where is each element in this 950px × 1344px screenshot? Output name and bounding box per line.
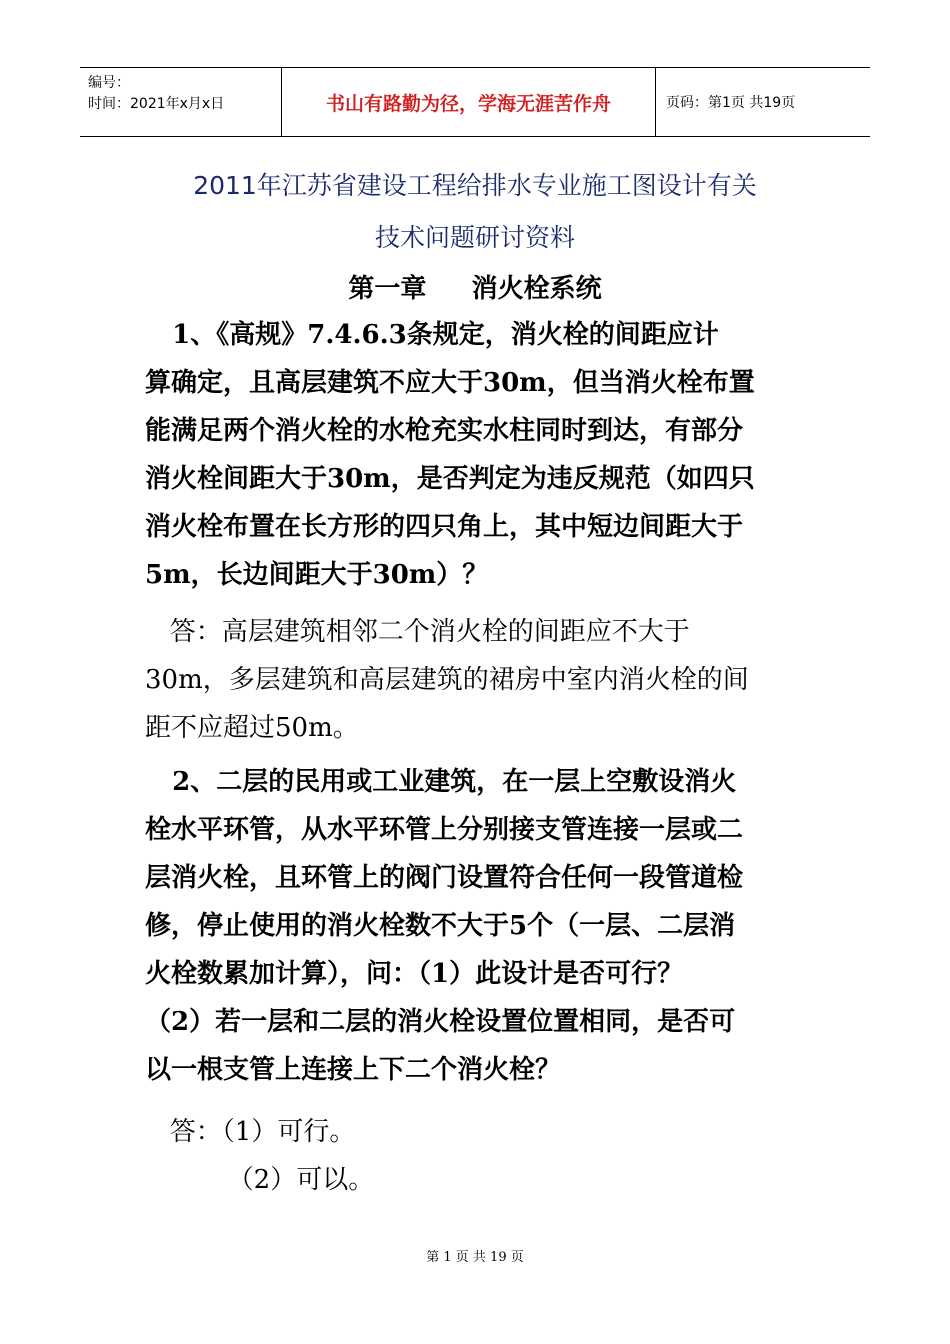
document-time: 时间：2021年x月x日 [88,96,225,112]
text-line: 算确定，且高层建筑不应大于30m，但当消火栓布置 [145,368,755,398]
text-line: 30m，多层建筑和高层建筑的裙房中室内消火栓的间 [145,665,749,695]
question-1 [145,311,825,599]
text-line: 火栓数累加计算），问：（1）此设计是否可行？ [145,959,684,989]
title-line-2: 技术问题研讨资料 [374,223,575,252]
chapter-heading: 第一章 消火栓系统 [348,274,602,304]
text-line: 2、二层的民用或工业建筑，在一层上空敷设消火 [145,767,737,797]
header-motto: 书山有路勤为径，学海无涯苦作舟 [282,68,656,136]
header-page-info: 页码：第1页 共19页 [666,95,796,111]
text-line: 5m，长边间距大于30m）？ [145,560,489,590]
title-line-1: 2011年江苏省建设工程给排水专业施工图设计有关 [193,171,757,200]
question-2 [145,758,825,1094]
text-line: 距不应超过50m。 [145,713,359,743]
text-line: 以一根支管上连接上下二个消火栓？ [145,1055,562,1085]
header-meta [80,68,282,136]
text-line: 能满足两个消火栓的水枪充实水柱同时到达，有部分 [145,416,744,446]
document-number: 编号： [88,75,130,91]
text-line: （2）可以。 [145,1165,375,1195]
page-header [80,67,870,137]
answer-2 [145,1108,825,1204]
text-line: 消火栓布置在长方形的四只角上，其中短边间距大于 [145,512,744,542]
text-line: 消火栓间距大于30m，是否判定为违反规范（如四只 [145,464,755,494]
text-line: 1、《高规》7.4.6.3条规定，消火栓的间距应计 [145,320,719,350]
text-line: 层消火栓，且环管上的阀门设置符合任何一段管道检 [145,863,744,893]
text-line: 答：高层建筑相邻二个消火栓的间距应不大于 [145,617,690,647]
page-footer: 第 1 页 共 19 页 [426,1250,524,1265]
text-line: （2）若一层和二层的消火栓设置位置相同，是否可 [145,1007,736,1037]
text-line: 栓水平环管，从水平环管上分别接支管连接一层或二 [145,815,744,845]
text-line: 修，停止使用的消火栓数不大于5个（一层、二层消 [145,911,736,941]
answer-1 [145,608,825,752]
text-line: 答：（1）可行。 [145,1117,356,1147]
